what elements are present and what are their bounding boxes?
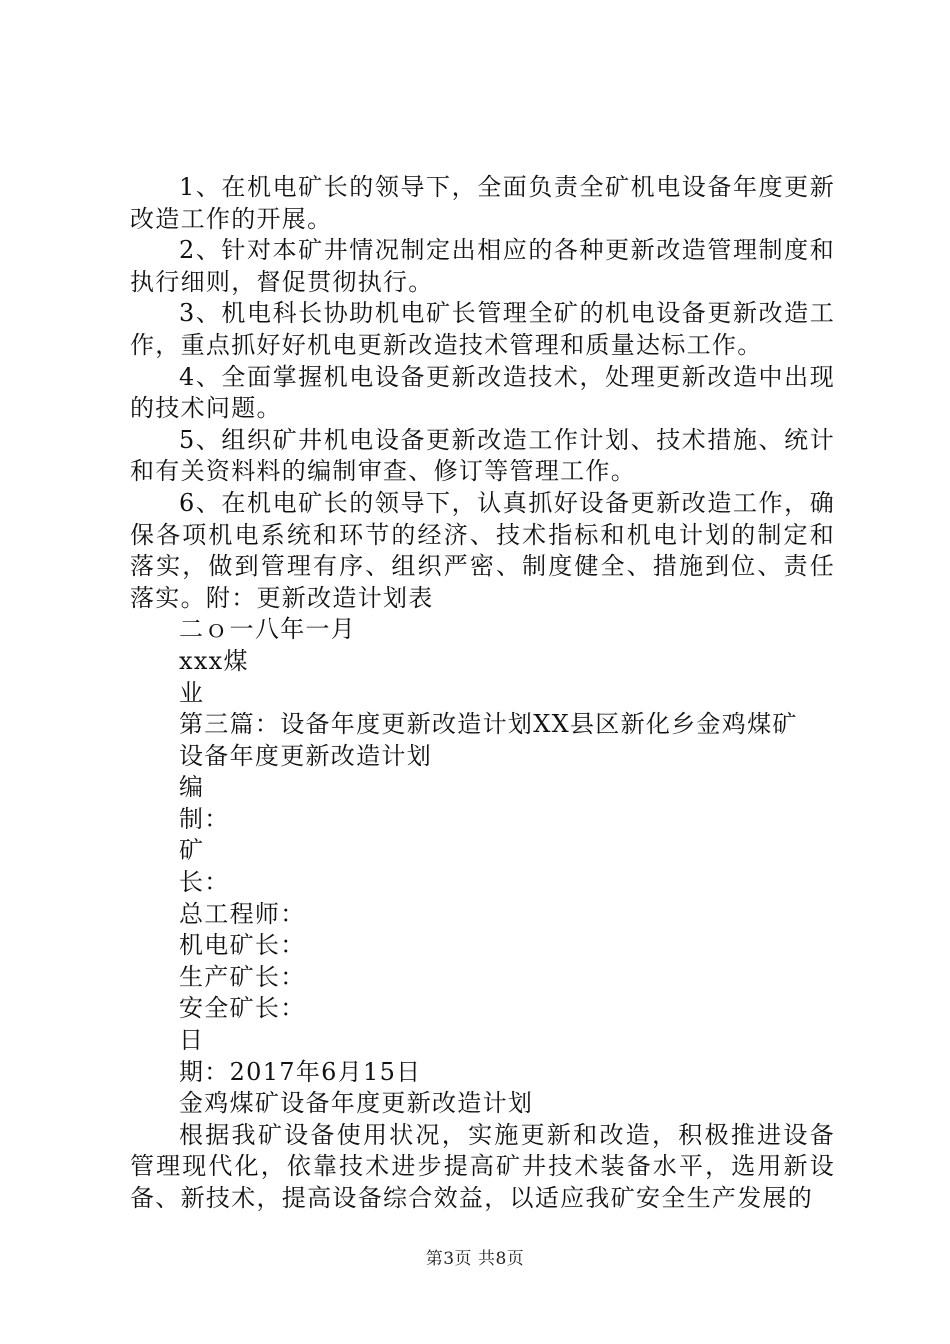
paragraph-duty-6: 6、在机电矿长的领导下，认真抓好设备更新改造工作，确保各项机电系统和环节的经济、技术指标和机电计划的制定和落实，做到管理有序、组织严密、制度健全、措施到位、责任落实。附：更新改造计划表 [130,488,835,612]
mine-director-label-1: 矿 [179,836,205,865]
production-director-label: 生产矿长： [179,962,306,991]
paragraph-duty-3: 3、机电科长协助机电矿长管理全矿的机电设备更新改造工作，重点抓好好机电更新改造技术管理和质量达标工作。 [130,299,835,359]
paragraph-duty-4: 4、全面掌握机电设备更新改造技术，处理更新改造中出现的技术问题。 [130,362,835,423]
paragraph-duty-2: 2、针对本矿井情况制定出相应的各种更新改造管理制度和执行细则，督促贯彻执行。 [130,236,835,296]
company-line-1: xxx煤 [179,646,249,675]
electromech-director-label: 机电矿长： [179,931,306,960]
compiler-label-2: 制： [179,804,230,833]
date-label-1: 日 [179,1026,205,1055]
plan-subtitle: 金鸡煤矿设备年度更新改造计划 [179,1089,534,1118]
paragraph-closing: 根据我矿设备使用状况，实施更新和改造，积极推进设备管理现代化，依靠技术进步提高矿井技术装备水平，选用新设备、新技术，提高设备综合效益，以适应我矿安全生产发展的 [130,1120,835,1212]
chief-engineer-label: 总工程师： [179,899,306,928]
mine-director-label-2: 长： [179,868,230,897]
document-body [130,172,835,1215]
section-heading: 第三篇：设备年度更新改造计划XX县区新化乡金鸡煤矿 [179,710,798,739]
compiler-label-1: 编 [179,773,205,802]
safety-director-label: 安全矿长： [179,994,306,1023]
date-line: 二ｏ一八年一月 [179,615,357,644]
page-footer: 第3页 共8页 [425,1249,525,1269]
date-label-2: 期：2017年6月15日 [179,1057,422,1086]
paragraph-duty-1: 1、在机电矿长的领导下，全面负责全矿机电设备年度更新改造工作的开展。 [130,173,835,233]
company-line-2: 业 [179,678,205,707]
paragraph-duty-5: 5、组织矿井机电设备更新改造工作计划、技术措施、统计和有关资料料的编制审查、修订等管理工作。 [130,425,835,486]
plan-title: 设备年度更新改造计划 [179,741,432,770]
